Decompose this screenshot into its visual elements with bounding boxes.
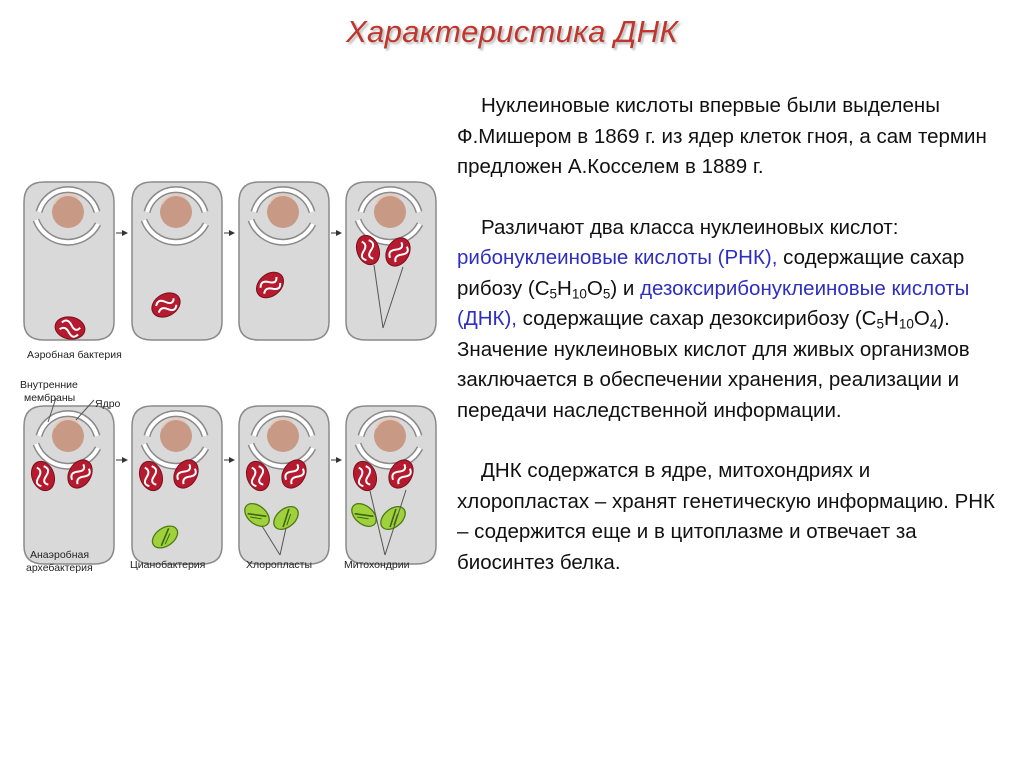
classes-intro: Различают два класса нуклеиновых кислот: (481, 215, 899, 239)
label-mitochondria: Митохондрии (344, 559, 410, 571)
label-aerobic-bacterium: Аэробная бактерия (27, 349, 122, 361)
cell-row1-col3 (239, 182, 329, 340)
ribose-sub-c: 5 (549, 285, 558, 301)
endosymbiosis-diagram (18, 170, 438, 590)
label-anaerobic-1: Анаэробная (30, 549, 90, 561)
rna-description: содержащие сахар рибозу (C (457, 246, 965, 300)
label-cyanobacterium: Цианобактерия (130, 559, 206, 571)
label-inner-membranes-2: мембраны (24, 392, 76, 404)
deoxyribose-h: H (884, 307, 899, 330)
ribose-sub-h: 10 (571, 285, 587, 301)
label-anaerobic-2: архебактерия (26, 562, 93, 574)
rna-term: рибонуклеиновые кислоты (РНК), (457, 246, 778, 269)
rna-and: ) и (610, 276, 641, 300)
dna-term: дезоксирибонуклеиновые кислоты (ДНК), (457, 276, 970, 330)
label-chloroplasts: Хлоропласты (246, 559, 313, 571)
classes-conclusion: ). Значение нуклеиновых кислот для живых организмов заключается в обеспечении хранения, реализации и передачи наследственной информации. (457, 307, 970, 422)
ribose-sub-o: 5 (602, 285, 611, 301)
cell-row1-col2 (132, 182, 222, 340)
dna-description: содержащие сахар дезоксирибозу (C (516, 307, 877, 330)
ribose-o: O (586, 276, 603, 300)
deoxyribose-o: O (913, 307, 930, 330)
text-block (457, 91, 997, 608)
label-inner-membranes-1: Внутренние (20, 379, 78, 391)
paragraph-classes (457, 213, 997, 427)
ribose-h: H (557, 276, 572, 300)
paragraph-history: Нуклеиновые кислоты впервые были выделены Ф.Мишером в 1869 г. из ядер клеток гноя, а сам термин предложен А.Косселем в 1889 г. (457, 94, 987, 178)
slide-title: Характеристика ДНК (346, 14, 678, 49)
deoxyribose-sub-c: 5 (876, 316, 884, 332)
cell-row1-col1 (24, 182, 114, 340)
paragraph-location: ДНК содержатся в ядре, митохондриях и хлоропластах – хранят генетическую информацию. РНК – содержится еще и в цитоплазме и отвечает за биосинтез белка. (457, 459, 995, 574)
deoxyribose-sub-h: 10 (898, 316, 914, 332)
label-nucleus: Ядро (95, 398, 121, 410)
deoxyribose-sub-o: 4 (929, 316, 938, 332)
